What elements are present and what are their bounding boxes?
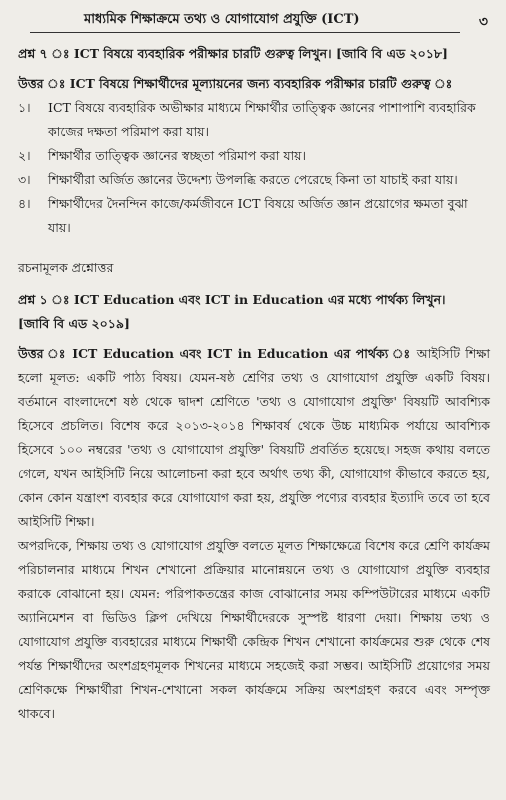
- item-text: ICT বিষয়ে ব্যবহারিক অভীক্ষার মাধ্যমে শিক্ষার্থীর তাত্ত্বিক জ্ঞানের পাশাপাশি ব্যবহারিক কাজের দক্ষতা পরিমাপ করা যায়।: [48, 100, 476, 139]
- answer-1-text: আইসিটি শিক্ষা হলো মূলত: একটি পাঠ্য বিষয়। যেমন-ষষ্ঠ শ্রেণির তথ্য ও যোগাযোগ প্রযুক্তি একটি বিষয়। বর্তমানে বাংলাদেশে ষষ্ঠ থেকে দ্বাদশ শ্রেণিতে 'তথ্য ও যোগাযোগ প্রযুক্তি' বিষয়টি আবশ্যিক হিসেবে প্রচলিত। বিশেষ করে ২০১৩-২০১৪ শিক্ষাবর্ষ থেকে উচ্চ মাধ্যমিক পর্যায়ে আবশ্যিক হিসেবে ১০০ নম্বরের 'তথ্য ও যোগাযোগ প্রযুক্তি' বিষয়টি প্রবর্তিত হয়েছে। সহজ কথায় বলতে গেলে, যখন আইসিটি নিয়ে আলোচনা করা হবে অর্থাৎ তথ্য কী, যোগাযোগ কীভাবে করতে হয়, কোন কোন যন্ত্রাংশ ব্যবহার করে যোগাযোগ করা হয়, প্রযুক্তি পণ্যের ব্যবহার ইত্যাদি তবে তা হবে আইসিটি শিক্ষা।: [18, 346, 490, 529]
- question-7: প্রশ্ন ৭ ঃ ICT বিষয়ে ব্যবহারিক পরীক্ষার চারটি গুরুত্ব লিখুন। [জাবি বি এড ২০১৮]: [18, 46, 448, 61]
- header-title: মাধ্যমিক শিক্ষাক্রমে তথ্য ও যোগাযোগ প্রযুক্তি (ICT): [84, 12, 360, 27]
- item-number: ১।: [18, 100, 31, 115]
- item-text: শিক্ষার্থীর তাত্ত্বিক জ্ঞানের স্বচ্ছতা পরিমাপ করা যায়।: [48, 148, 306, 163]
- question-1-text: প্রশ্ন ১ ঃ ICT Education এবং ICT in Education এর মধ্যে পার্থক্য লিখুন।: [18, 292, 446, 307]
- question-1: [18, 288, 490, 336]
- item-text: শিক্ষার্থীরা অর্জিত জ্ঞানের উদ্দেশ্য উপলব্ধি করতে পেরেছে কিনা তা যাচাই করা যায়।: [48, 172, 458, 187]
- page-number: ৩: [478, 14, 488, 30]
- question-1-reference: [জাবি বি এড ২০১৯]: [18, 316, 130, 331]
- list-item: [18, 144, 490, 168]
- answer-1-lead: উত্তর ঃ ICT Education এবং ICT in Education এর পার্থক্য ঃ: [18, 346, 412, 361]
- answer-7-title: উত্তর ঃ ICT বিষয়ে শিক্ষার্থীদের মূল্যায়নের জন্য ব্যবহারিক পরীক্ষার চারটি গুরুত্ব ঃ: [18, 76, 453, 91]
- list-item: [18, 168, 490, 192]
- answer-1-paragraph-2: অপরদিকে, শিক্ষায় তথ্য ও যোগাযোগ প্রযুক্তি বলতে মূলত শিক্ষাক্ষেত্রে বিশেষ করে শ্রেণি কার্যক্রম পরিচালনার মাধ্যমে শিখন শেখানো প্রক্রিয়ার মানোন্নয়নে তথ্য ও যোগাযোগ প্রযুক্তি ব্যবহার করাকে বোঝানো হয়। যেমন: পরিপাকতন্ত্রের কাজ বোঝানোর সময় কম্পিউটারের মাধ্যমে একটি অ্যানিমেশন বা ভিডিও ক্লিপ দেখিয়ে শিক্ষার্থীদেরকে সুস্পষ্ট ধারণা দেয়া। শিক্ষায় তথ্য ও যোগাযোগ প্রযুক্তি ব্যবহারের মাধ্যমে শিক্ষার্থী কেন্দ্রিক শিখন শেখানো কার্যক্রমের শুরু থেকে শেষ পর্যন্ত শিক্ষার্থীদের অংশগ্রহণমূলক শিখনের মাধ্যমে সহজেই করা সম্ভব। আইসিটি প্রয়োগের সময় শ্রেণিকক্ষে শিক্ষার্থীরা শিখন-শেখানো সকল কার্যক্রমে সক্রিয় অংশগ্রহণ করবে এবং সম্পৃক্ত থাকবে।: [18, 538, 490, 721]
- answer-1-paragraph-1: [18, 342, 490, 534]
- item-number: ২।: [18, 148, 31, 163]
- item-text: শিক্ষার্থীদের দৈনন্দিন কাজে/কর্মজীবনে ICT বিষয়ে অর্জিত জ্ঞান প্রয়োগের ক্ষমতা বুঝা যায়।: [48, 196, 468, 235]
- item-number: ৪।: [18, 196, 31, 211]
- item-number: ৩।: [18, 172, 31, 187]
- list-item: [18, 192, 490, 240]
- list-item: [18, 96, 490, 144]
- page-content: [18, 42, 490, 726]
- page-header: [30, 8, 488, 33]
- section-title: রচনামূলক প্রশ্নোত্তর: [18, 260, 114, 275]
